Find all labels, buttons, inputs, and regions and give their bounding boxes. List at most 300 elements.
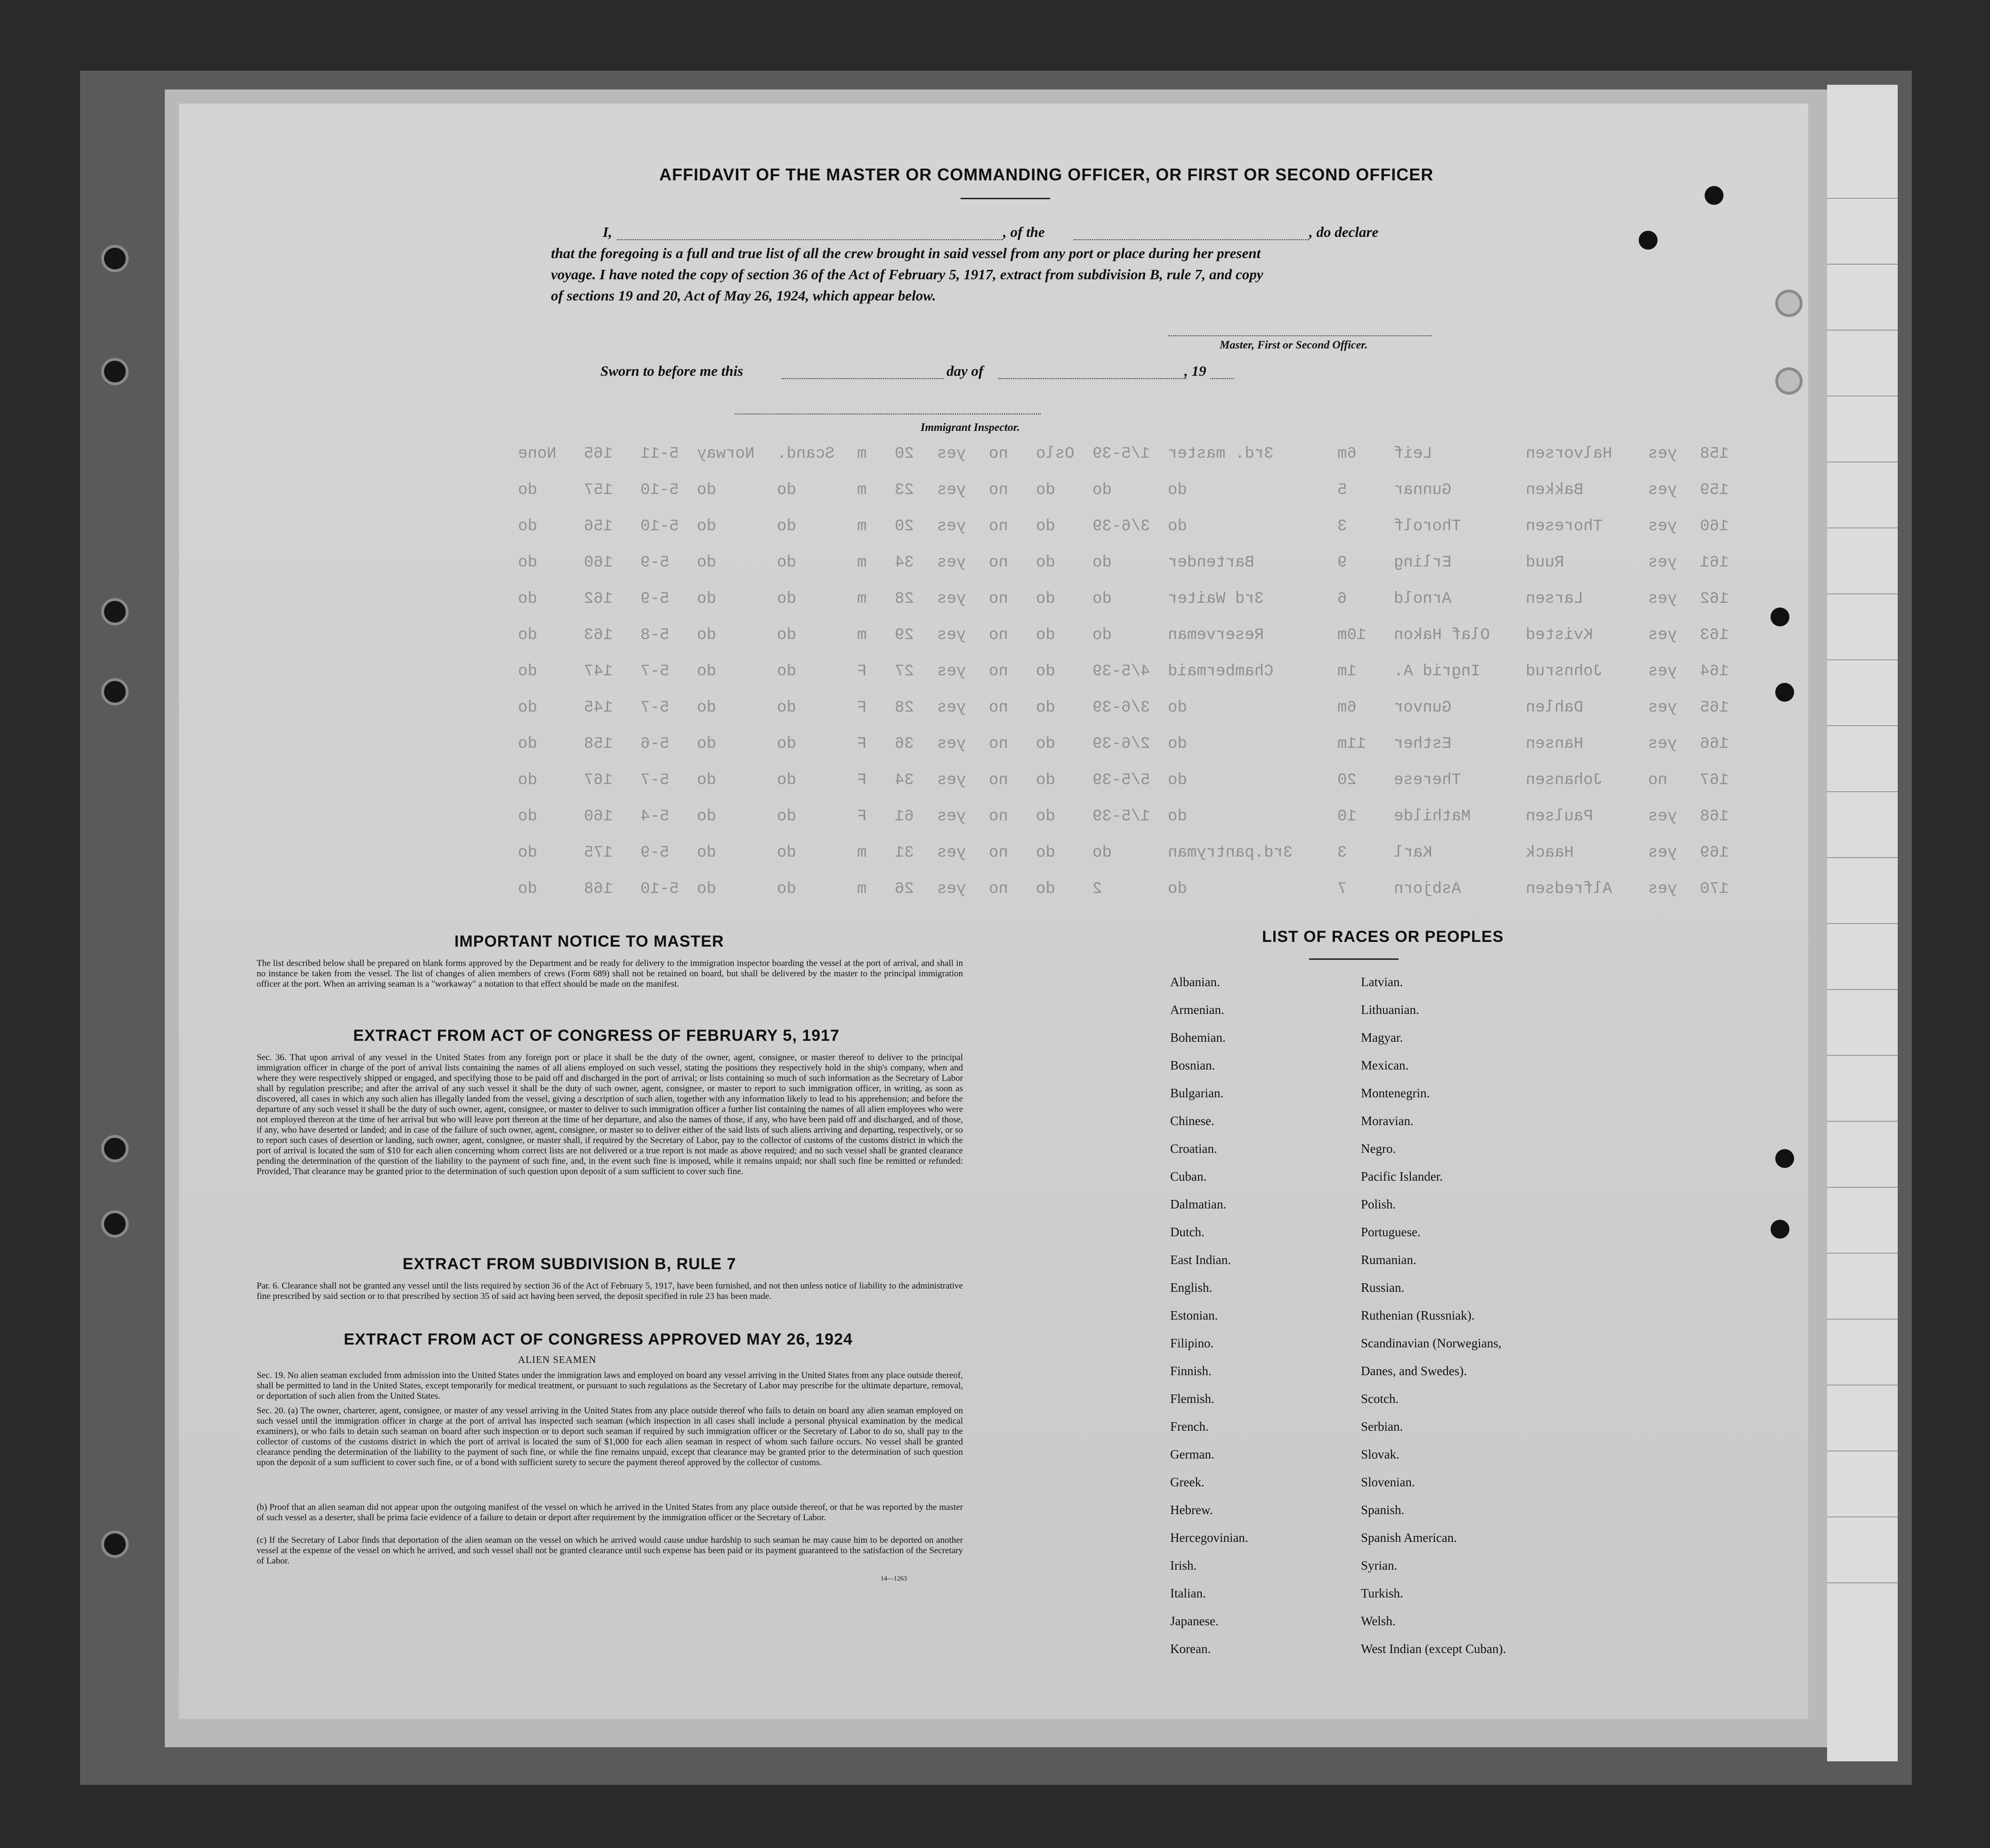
show-through-cell: 3rd.pantryman [1168,844,1293,862]
race-item: Croatian. [1170,1142,1217,1156]
show-through-cell: yes [1648,699,1677,717]
show-through-cell: do [1036,518,1055,535]
show-through-cell: 1/5-39 [1092,808,1150,826]
show-through-cell: 1m [1337,663,1357,681]
show-through-cell: 158 [584,735,613,753]
race-item: Mexican. [1361,1058,1409,1072]
show-through-cell: F [857,808,867,826]
show-through-cell: 10m [1337,626,1367,644]
show-through-cell: no [989,663,1008,681]
show-through-cell: do [697,844,716,862]
affidavit-line-2: that the foregoing is a full and true list of all the crew brought in said vessel from any port or place during her present [551,245,1261,261]
show-through-cell: yes [1648,735,1677,753]
show-through-cell: do [777,735,796,753]
show-through-cell: 31 [895,844,914,862]
show-through-cell: 3 [1337,518,1347,535]
show-through-cell: yes [937,518,966,535]
show-through-cell: 165 [1700,699,1729,717]
show-through-cell: do [697,880,716,898]
show-through-cell: yes [1648,808,1677,826]
race-item: Danes, and Swedes). [1361,1364,1467,1378]
show-through-cell: 157 [584,481,613,499]
show-through-cell: do [1168,699,1187,717]
show-through-cell: m [857,481,867,499]
show-through-cell: Erling [1394,554,1452,572]
show-through-cell: do [1168,880,1187,898]
page-ruling [1827,1055,1898,1056]
show-through-cell: Scand. [777,445,835,463]
show-through-cell: do [697,626,716,644]
show-through-cell: 168 [584,880,613,898]
show-through-cell: m [857,590,867,608]
show-through-cell: F [857,663,867,681]
show-through-cell: yes [937,699,966,717]
race-item: East Indian. [1170,1253,1231,1267]
race-item: Bosnian. [1170,1058,1215,1072]
show-through-cell: Johnsrud [1526,663,1603,681]
show-through-cell: 161 [1700,554,1729,572]
show-through-cell: 159 [1700,481,1729,499]
show-through-cell: yes [937,481,966,499]
show-through-cell: no [989,481,1008,499]
show-through-cell: 36 [895,735,914,753]
show-through-cell: do [777,699,796,717]
show-through-cell: 3/6-39 [1092,518,1150,535]
show-through-cell: 167 [584,771,613,789]
show-through-cell: do [518,735,537,753]
show-through-cell: m [857,844,867,862]
show-through-cell: Esther [1394,735,1452,753]
show-through-cell: 164 [1700,663,1729,681]
page-ruling [1827,1253,1898,1254]
race-item: Bohemian. [1170,1030,1226,1045]
race-item: Chinese. [1170,1114,1214,1128]
show-through-cell: F [857,735,867,753]
race-item: Dutch. [1170,1225,1205,1239]
master-signature-line[interactable] [1168,335,1432,336]
show-through-cell: do [1168,518,1187,535]
show-through-cell: 163 [1700,626,1729,644]
show-through-cell: do [1092,590,1112,608]
show-through-cell: m [857,445,867,463]
show-through-cell: 34 [895,554,914,572]
show-through-cell: Alfredsen [1526,880,1612,898]
show-through-cell: yes [1648,626,1677,644]
show-through-cell: yes [937,880,966,898]
show-through-cell: yes [1648,518,1677,535]
show-through-cell: do [777,844,796,862]
affidavit-line-4: of sections 19 and 20, Act of May 26, 1924, which appear below. [551,287,936,304]
show-through-cell: Leif [1394,445,1432,463]
show-through-cell: no [989,844,1008,862]
form-number: 14—1263 [881,1575,907,1582]
show-through-cell: do [1168,735,1187,753]
show-through-cell: Bartender [1168,554,1254,572]
show-through-cell: do [518,844,537,862]
show-through-cell: do [697,808,716,826]
punch-hole-icon [101,1210,129,1238]
show-through-cell: yes [937,626,966,644]
show-through-cell: m [857,554,867,572]
punch-hole-icon [1771,1220,1789,1239]
race-item: Russian. [1361,1281,1405,1295]
race-item: Portuguese. [1361,1225,1421,1239]
punch-hole-icon [101,678,129,705]
show-through-cell: 162 [584,590,613,608]
show-through-cell: 3rd Waiter [1168,590,1264,608]
show-through-cell: m [857,518,867,535]
page-ruling [1827,923,1898,924]
race-item: Ruthenian (Russniak). [1361,1308,1475,1322]
show-through-cell: Asbjorn [1394,880,1461,898]
show-through-cell: 160 [1700,518,1729,535]
show-through-cell: do [777,590,796,608]
show-through-cell: do [1036,481,1055,499]
show-through-cell: 3 [1337,844,1347,862]
show-through-cell: no [1648,771,1667,789]
show-through-cell: do [1036,844,1055,862]
show-through-cell: F [857,771,867,789]
show-through-cell: yes [937,663,966,681]
alien-seamen-subtitle: ALIEN SEAMEN [518,1354,597,1365]
show-through-cell: 5 [1337,481,1347,499]
show-through-cell: yes [937,445,966,463]
page-ruling [1827,1516,1898,1517]
punch-hole-icon [101,1135,129,1162]
race-item: Bulgarian. [1170,1086,1224,1100]
show-through-cell: 10 [1337,808,1357,826]
show-through-cell: do [518,518,537,535]
affidavit-declare: , do declare [1309,224,1379,240]
punch-hole-icon [1775,290,1803,317]
race-item: Albanian. [1170,975,1220,989]
show-through-cell: do [777,518,796,535]
show-through-cell: do [1036,735,1055,753]
show-through-cell: 61 [895,808,914,826]
punch-hole-icon [1775,1149,1794,1168]
races-rule [1309,958,1399,960]
show-through-cell: Therese [1394,771,1461,789]
race-item: English. [1170,1281,1213,1295]
show-through-cell: do [1092,626,1112,644]
race-item: Welsh. [1361,1614,1396,1628]
show-through-cell: Halvorsen [1526,445,1612,463]
race-item: Rumanian. [1361,1253,1416,1267]
show-through-cell: 5-7 [640,699,670,717]
notice-title: IMPORTANT NOTICE TO MASTER [454,932,724,950]
show-through-cell: Chambermaid [1168,663,1274,681]
show-through-cell: Thoresen [1526,518,1603,535]
show-through-cell: 23 [895,481,914,499]
show-through-cell: do [697,771,716,789]
show-through-cell: no [989,590,1008,608]
master-label: Master, First or Second Officer. [1220,339,1368,351]
show-through-cell: do [1036,626,1055,644]
show-through-cell: 5-9 [640,590,670,608]
race-item: Syrian. [1361,1558,1398,1572]
show-through-cell: do [1036,771,1055,789]
show-through-cell: 29 [895,626,914,644]
show-through-cell: 145 [584,699,613,717]
show-through-cell: 11m [1337,735,1367,753]
race-item: Hercegovinian. [1170,1531,1248,1545]
punch-hole-icon [101,358,129,385]
race-item: Finnish. [1170,1364,1212,1378]
show-through-cell: Johansen [1526,771,1603,789]
show-through-cell: m [857,626,867,644]
show-through-cell: 166 [1700,735,1729,753]
show-through-cell: 27 [895,663,914,681]
page-ruling [1827,396,1898,397]
race-item: Pacific Islander. [1361,1169,1443,1183]
show-through-cell: Hansen [1526,735,1584,753]
vessel-blank-line[interactable] [1074,239,1309,240]
race-item: Magyar. [1361,1030,1403,1045]
show-through-cell: 34 [895,771,914,789]
show-through-cell: Reserveman [1168,626,1264,644]
show-through-cell: do [697,699,716,717]
show-through-cell: 162 [1700,590,1729,608]
show-through-cell: do [1036,663,1055,681]
race-item: Spanish American. [1361,1531,1457,1545]
race-item: Serbian. [1361,1419,1403,1434]
show-through-cell: do [518,626,537,644]
show-through-cell: F [857,699,867,717]
race-item: Latvian. [1361,975,1403,989]
show-through-cell: do [1036,699,1055,717]
show-through-cell: do [697,735,716,753]
race-item: German. [1170,1447,1214,1461]
sworn-day-line[interactable] [782,378,944,379]
punch-hole-icon [101,598,129,625]
race-item: Armenian. [1170,1003,1224,1017]
show-through-cell: 5-9 [640,554,670,572]
show-through-cell: do [777,880,796,898]
race-item: Japanese. [1170,1614,1219,1628]
race-item: Scotch. [1361,1392,1399,1406]
show-through-cell: do [777,554,796,572]
show-through-cell: yes [1648,663,1677,681]
show-through-cell: m [857,880,867,898]
show-through-cell: 5-7 [640,771,670,789]
show-through-cell: 158 [1700,445,1729,463]
extract-1924-title: EXTRACT FROM ACT OF CONGRESS APPROVED MAY 26, 1924 [344,1330,853,1348]
page-ruling [1827,527,1898,528]
show-through-cell: 175 [584,844,613,862]
show-through-cell: do [697,518,716,535]
show-through-cell: 160 [584,554,613,572]
affidavit-of-the: , of the [1003,224,1045,240]
show-through-cell: Norway [697,445,755,463]
show-through-cell: 20 [895,445,914,463]
show-through-cell: do [518,771,537,789]
show-through-cell: do [518,590,537,608]
show-through-cell: no [989,554,1008,572]
extract-1917-title: EXTRACT FROM ACT OF CONGRESS OF FEBRUARY 5, 1917 [353,1027,840,1045]
affidavit-line-3: voyage. I have noted the copy of section 36 of the Act of February 5, 1917, extract from subdivision B, rule 7, and copy [551,266,1263,283]
show-through-cell: 28 [895,699,914,717]
show-through-cell: 3/6-39 [1092,699,1150,717]
show-through-cell: yes [937,808,966,826]
punch-hole-icon [1771,608,1789,626]
show-through-cell: 5-10 [640,481,679,499]
race-item: Slovenian. [1361,1475,1415,1489]
show-through-cell: Dahlen [1526,699,1584,717]
extract-1917-body: Sec. 36. That upon arrival of any vessel in the United States from any foreign port or place it shall be the duty of the owner, agent, consignee, or master thereof to deliver to the principal immigration officer in charge of the port of arrival lists containing the names of all aliens employed on such vessel, stating the positions they respectively hold in the ship's company, when and where they were respectively shipped or engaged, and specifying those to be paid off and discharged in the port of arrival; or lists containing so much of such information as the Secretary of Labor shall by regulation prescribe; and after the arrival of any such vessel it shall be the duty of such owner, agent, consignee, or master to report to such immigration officer, in writing, as soon as discovered, all cases in which any such alien has illegally landed from the vessel, giving a description of such alien, together with any information likely to lead to his apprehension; and before the departure of any such vessel it shall be the duty of such owner, agent, consignee, or master to deliver to such immigration officer a further list containing the names of all alien employees who were not employed thereon at the time of her arrival but who will leave port thereon at the time of her departure, and also the names of those, if any, who have been paid off and discharged, and of those, if any, who have deserted or landed; and in case of the failure of such owner, agent, consignee, or master so to deliver either of the said lists of such aliens arriving and departing, respectively, or so to report such cases of desertion or landing, such owner, agent, consignee, or master shall, if required by the Secretary of Labor, pay to the collector of customs of the customs district in which the port of arrival is located the sum of $10 for each alien concerning whom correct lists are not delivered or a true report is not made as above required; and no such vessel shall be granted clearance pending the determination of the question of the liability to the payment of such fine, and, in the event such fine is imposed, while it remains unpaid; nor shall such fine be remitted or refunded: Provided, That clearance may be granted prior to the determination of such question upon deposit of a sum sufficient to cover such fine. [257,1053,963,1176]
inspector-signature-line[interactable] [735,413,1041,414]
show-through-cell: 20 [1337,771,1357,789]
show-through-cell: Thorolf [1394,518,1461,535]
race-item: Flemish. [1170,1392,1214,1406]
race-item: Irish. [1170,1558,1197,1572]
show-through-cell: 3rd. master [1168,445,1274,463]
show-through-cell: 5-6 [640,735,670,753]
page-ruling [1827,264,1898,265]
page-ruling [1827,593,1898,594]
race-item: Estonian. [1170,1308,1218,1322]
show-through-cell: Gunnar [1394,481,1452,499]
race-item: Cuban. [1170,1169,1207,1183]
race-item: Scandinavian (Norwegians, [1361,1336,1502,1350]
sworn-year-line[interactable] [1210,378,1234,379]
page-ruling [1827,725,1898,726]
show-through-cell: no [989,699,1008,717]
show-through-cell: do [1168,481,1187,499]
show-through-cell: 5-10 [640,880,679,898]
show-through-cell: no [989,771,1008,789]
show-through-cell: do [518,481,537,499]
show-through-cell: 170 [1700,880,1729,898]
race-item: Polish. [1361,1197,1396,1211]
race-item: Moravian. [1361,1114,1414,1128]
page-ruling [1827,989,1898,990]
show-through-cell: do [697,554,716,572]
show-through-cell: Arnold [1394,590,1452,608]
day-of-label: day of [946,363,984,379]
show-through-cell: yes [937,735,966,753]
race-item: Italian. [1170,1586,1206,1600]
show-through-cell: Bakken [1526,481,1584,499]
show-through-cell: 7 [1337,880,1347,898]
sworn-month-line[interactable] [998,378,1187,379]
show-through-cell: yes [1648,481,1677,499]
sec-19-body: Sec. 19. No alien seaman excluded from admission into the United States under the immigration laws and employed on board any vessel arriving in the United States from any place outside thereof, shall be permitted to land in the United States, except temporarily for medical treatment, or pursuant to such regulations as the Secretary of Labor may prescribe for the ultimate departure, removal, or deportation of such alien from the United States. [257,1370,963,1401]
show-through-cell: do [518,880,537,898]
page-ruling [1827,1121,1898,1122]
show-through-cell: do [777,771,796,789]
show-through-cell: 2/6-39 [1092,735,1150,753]
show-through-cell: 156 [584,518,613,535]
races-title: LIST OF RACES OR PEOPLES [1262,928,1504,946]
inspector-label: Immigrant Inspector. [921,421,1020,434]
show-through-cell: Ingrid A. [1394,663,1480,681]
show-through-cell: 28 [895,590,914,608]
show-through-cell: yes [1648,445,1677,463]
show-through-cell: 20 [895,518,914,535]
race-item: French. [1170,1419,1209,1434]
show-through-cell: 5-10 [640,518,679,535]
show-through-cell: no [989,735,1008,753]
subdivision-title: EXTRACT FROM SUBDIVISION B, RULE 7 [403,1255,736,1273]
page-ruling [1827,1582,1898,1583]
race-item: Hebrew. [1170,1503,1213,1517]
sec-20b-body: (b) Proof that an alien seaman did not appear upon the outgoing manifest of the vessel on which he arrived in the United States from any place outside thereof, or that he was reported by the master of such vessel as a deserter, shall be prima facie evidence of a failure to detain or deport after requirement by the immigration officer or the Secretary of Labor. [257,1502,963,1523]
show-through-cell: yes [937,844,966,862]
show-through-cell: do [777,481,796,499]
show-through-cell: yes [937,590,966,608]
show-through-cell: do [777,808,796,826]
show-through-cell: None [518,445,557,463]
race-item: West Indian (except Cuban). [1361,1642,1506,1656]
show-through-cell: no [989,518,1008,535]
show-through-cell: do [697,590,716,608]
race-item: Dalmatian. [1170,1197,1227,1211]
show-through-cell: Karl [1394,844,1432,862]
show-through-cell: do [518,663,537,681]
race-item: Turkish. [1361,1586,1403,1600]
show-through-cell: do [1168,808,1187,826]
page-ruling [1827,1187,1898,1188]
show-through-cell: yes [1648,880,1677,898]
affidavit-title: AFFIDAVIT OF THE MASTER OR COMMANDING OFFICER, OR FIRST OR SECOND OFFICER [659,165,1434,184]
show-through-cell: do [1092,481,1112,499]
page-ruling [1827,791,1898,792]
page-ruling [1827,198,1898,199]
show-through-cell: yes [1648,554,1677,572]
subdivision-body: Par. 6. Clearance shall not be granted any vessel until the lists required by section 36 of the Act of February 5, 1917, have been furnished, and not then unless notice of liability to the administrative fine prescribed by said section or to that prescribed by section 35 of said act having been served, the deposit specified in rule 23 has been made. [257,1281,963,1301]
show-through-cell: Haack [1526,844,1574,862]
sworn-label: Sworn to before me this [600,363,744,379]
race-item: Filipino. [1170,1336,1214,1350]
sec-20c-body: (c) If the Secretary of Labor finds that deportation of the alien seaman on the vessel on which he arrived would cause undue hardship to such seaman he may cause him to be deported on another vessel at the expense of the vessel on which he arrived, and such vessel shall not be granted clearance until such expense has been paid or its payment guaranteed to the satisfaction of the Secretary of Labor. [257,1535,963,1566]
show-through-cell: 160 [584,808,613,826]
show-through-cell: do [518,808,537,826]
page-ruling [1827,330,1898,331]
page-ruling [1827,659,1898,660]
show-through-cell: do [518,554,537,572]
race-item: Lithuanian. [1361,1003,1419,1017]
show-through-cell: do [1036,590,1055,608]
show-through-cell: Oslo [1036,445,1075,463]
show-through-cell: do [777,626,796,644]
punch-hole-icon [1775,367,1803,395]
show-through-cell: yes [937,554,966,572]
affidavit-i: I, [603,224,612,240]
show-through-cell: 165 [584,445,613,463]
punch-hole-icon [101,1531,129,1558]
show-through-cell: 147 [584,663,613,681]
page-ruling [1827,1319,1898,1320]
show-through-cell: no [989,445,1008,463]
show-through-cell: 4/5-39 [1092,663,1150,681]
show-through-cell: 167 [1700,771,1729,789]
show-through-cell: no [989,808,1008,826]
show-through-cell: 5-4 [640,808,670,826]
show-through-cell: 6m [1337,445,1357,463]
document-page [179,104,1808,1719]
name-blank-line[interactable] [617,239,1003,240]
show-through-cell: Paulsen [1526,808,1593,826]
sec-20-body: Sec. 20. (a) The owner, charterer, agent, consignee, or master of any vessel arriving in the United States from any place outside thereof who fails to detain on board any alien seaman employed on such vessel until the immigration officer in charge at the port of arrival has inspected such seaman (which inspection in all cases shall include a personal physical examination by the medical examiners), or who fails to detain such seaman on board after such inspection or to deport such seaman if required by such immigration officer or the Secretary of Labor to do so, shall pay to the collector of customs of the customs district in which the port of arrival is located the sum of $1,000 for each alien seaman in respect of whom such failure occurs. No vessel shall be granted clearance pending the determination of the liability to the payment of such fine, or while the fine remains unpaid, except that clearance may be granted prior to the determination of such question upon the deposit of a sum sufficient to cover such fine, or of a bond with sufficient surety to secure the payment thereof approved by the collector of customs. [257,1406,963,1467]
year-label: , 19 [1184,363,1206,379]
title-rule [961,198,1050,199]
race-item: Greek. [1170,1475,1205,1489]
show-through-cell: do [1092,844,1112,862]
show-through-cell: 5-7 [640,663,670,681]
punch-hole-icon [1705,186,1723,205]
punch-hole-icon [1775,683,1794,702]
show-through-cell: do [1036,554,1055,572]
